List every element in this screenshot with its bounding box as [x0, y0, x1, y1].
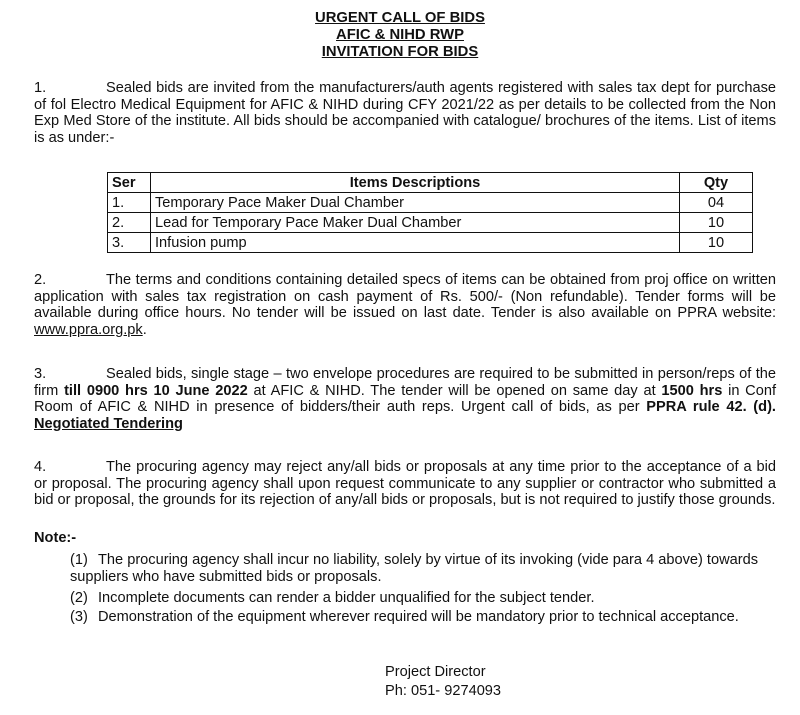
note-text: Demonstration of the equipment wherever required will be mandatory prior to technical acceptance.	[98, 609, 739, 625]
paragraph-3-text-3: in Conf Room of AFIC & NIHD in presence of bidders/their auth reps. Urgent call of bids, as per	[34, 382, 777, 416]
row-description: Lead for Temporary Pace Maker Dual Chamber	[151, 213, 680, 233]
row-description: Temporary Pace Maker Dual Chamber	[151, 193, 680, 213]
items-table	[107, 172, 753, 253]
note-number: (3)	[70, 609, 88, 625]
row-ser: 3.	[108, 233, 151, 253]
paragraph-4-text: The procuring agency may reject any/all bids or proposals at any time prior to the acceptance of a bid or proposal. The procuring agency shall upon request communicate to any supplier or contractor who submitted a bid or proposal, the grounds for its rejection of any/all bids or proposals, but is not required to justify those grounds.	[34, 459, 776, 509]
paragraph-3-number: 3.	[34, 366, 47, 382]
table-row	[108, 213, 753, 233]
note-text: Incomplete documents can render a bidder unqualified for the subject tender.	[98, 590, 595, 606]
note-item	[70, 552, 776, 585]
paragraph-3-text-2: at AFIC & NIHD. The tender will be opened on same day at	[247, 382, 662, 399]
paragraph-1-number: 1.	[34, 80, 47, 96]
paragraph-3	[34, 366, 776, 432]
submission-deadline: till 0900 hrs 10 June 2022	[64, 382, 248, 399]
row-ser: 1.	[108, 193, 151, 213]
row-qty: 04	[680, 193, 753, 213]
header-ser: Ser	[108, 173, 151, 193]
ppra-website-link[interactable]: www.ppra.org.pk	[34, 321, 143, 338]
row-qty: 10	[680, 213, 753, 233]
header-qty: Qty	[680, 173, 753, 193]
header-urgent-call: URGENT CALL OF BIDS	[315, 10, 485, 26]
note-label: Note:-	[34, 530, 77, 546]
note-item	[70, 590, 776, 607]
negotiated-tendering: Negotiated Tendering	[34, 415, 183, 432]
signature-phone: Ph: 051- 9274093	[385, 683, 502, 699]
note-number: (1)	[70, 552, 88, 568]
table-row	[108, 193, 753, 213]
row-qty: 10	[680, 233, 753, 253]
table-row	[108, 233, 753, 253]
paragraph-4	[34, 459, 776, 509]
paragraph-2-end: .	[142, 321, 147, 338]
paragraph-4-number: 4.	[34, 459, 47, 475]
opening-time: 1500 hrs	[661, 382, 723, 399]
ppra-rule: PPRA rule 42. (d).	[646, 399, 776, 416]
paragraph-1-text: Sealed bids are invited from the manufacturers/auth agents registered with sales tax dept for purchase of fol Electro Medical Equipment for AFIC & NIHD during CFY 2021/22 as per details to be collected from the Non Exp Med Store of the institute. All bids should be accompanied with catalogue/ brochures of the items. List of items is as under:-	[34, 80, 776, 146]
paragraph-2-number: 2.	[34, 272, 47, 288]
header-afic-nihd: AFIC & NIHD RWP	[336, 27, 464, 43]
header-invitation: INVITATION FOR BIDS	[321, 44, 479, 60]
row-description: Infusion pump	[151, 233, 680, 253]
paragraph-2-text: The terms and conditions containing detailed specs of items can be obtained from proj office on written application with sales tax registration on cash payment of Rs. 500/- (Non refundable). Tender forms will be available during office hours. No tender will be issued on last date. Tender is also available on PPRA website:	[34, 272, 776, 322]
row-ser: 2.	[108, 213, 151, 233]
note-item	[70, 609, 776, 626]
paragraph-3-text-1: Sealed bids, single stage – two envelope procedures are required to be submitted in person/reps of the firm	[34, 366, 776, 399]
paragraph-2	[34, 272, 776, 338]
paragraph-1	[34, 80, 776, 146]
signature-title: Project Director	[385, 664, 486, 680]
note-number: (2)	[70, 590, 88, 606]
header-items-descriptions: Items Descriptions	[151, 173, 680, 193]
items-table-header	[108, 173, 753, 193]
note-text: The procuring agency shall incur no liability, solely by virtue of its invoking (vide para 4 above) towards suppliers who have submitted bids or proposals.	[70, 552, 759, 585]
